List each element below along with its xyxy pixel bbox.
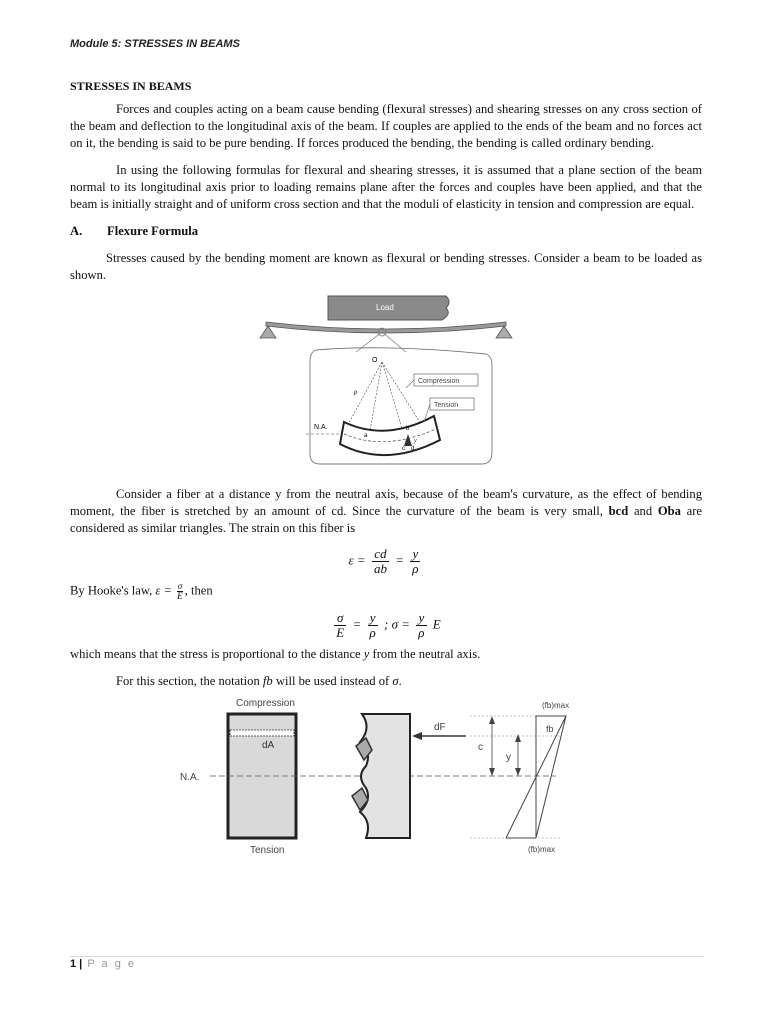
subsection-heading bbox=[70, 223, 702, 240]
na-label-2: N.A. bbox=[180, 772, 200, 783]
page-header: Module 5: STRESSES IN BEAMS bbox=[70, 38, 240, 50]
y-label-2: y bbox=[506, 752, 511, 763]
beam-segment bbox=[340, 416, 440, 455]
b-label: b bbox=[406, 426, 410, 432]
beam-side-view bbox=[360, 714, 410, 838]
df-arrow bbox=[412, 732, 422, 740]
na-label: N.A. bbox=[314, 424, 328, 431]
paragraph-intro: Forces and couples acting on a beam cause bending (flexural stresses) and shearing stresses on any cross section of the beam and deflection to the longitudinal axis of the beam. If couples are applied to the ends of the beam and no forces act on it, the bending is said to be pure bending. If forces produced the bending, the bending is called ordinary bending. bbox=[70, 102, 702, 150]
da-strip bbox=[230, 730, 294, 736]
fb-label: fb bbox=[546, 724, 554, 734]
compression-label: Compression bbox=[418, 378, 460, 385]
strain-equation: ε = $\frac{cd}{ab}$ = $\frac{y}{\rho}$ bbox=[348, 546, 419, 576]
origin-label: O bbox=[372, 357, 378, 364]
stress-distribution-figure bbox=[166, 696, 586, 858]
paragraph-hookes-law: By Hooke's law, ε = $\frac{\sigma}{E}$ , then bbox=[70, 581, 213, 601]
tension-label-2: Tension bbox=[250, 845, 285, 856]
compression-label-2: Compression bbox=[236, 698, 295, 709]
section-title: STRESSES IN BEAMS bbox=[70, 79, 192, 93]
da-label: dA bbox=[262, 740, 275, 751]
paragraph-fiber-strain: Consider a fiber at a distance y from the neutral axis, because of the beam's curvature, as the effect of bending moment, the fiber is stretched by an amount of cd. Since the curvature of the beam is very small, bcd and Oba are considered as similar triangles. The strain on this fiber is bbox=[70, 487, 703, 535]
beam-bending-figure bbox=[256, 292, 516, 474]
paragraph-bending-stress: Stresses caused by the bending moment are known as flexural or bending stresses. Consider a beam to be loaded as shown. bbox=[70, 251, 702, 282]
document-body bbox=[70, 78, 702, 858]
right-support bbox=[496, 326, 512, 338]
page-word: P a g e bbox=[87, 958, 136, 970]
y-label: y bbox=[414, 438, 417, 444]
footer-rule bbox=[70, 956, 704, 957]
subsection-title: Flexure Formula bbox=[107, 224, 199, 238]
paragraph-proportional: which means that the stress is proportional to the distance y from the neutral axis. bbox=[70, 647, 481, 661]
subsection-letter: A. bbox=[70, 224, 83, 238]
tension-label: Tension bbox=[434, 402, 459, 409]
page-number: 1 | bbox=[70, 958, 83, 970]
df-label: dF bbox=[434, 722, 446, 733]
fb-max-bottom-label: (fb)max bbox=[528, 845, 556, 854]
stress-diagram-top bbox=[536, 716, 566, 838]
paragraph-notation: For this section, the notation fb will be used instead of σ. bbox=[116, 674, 402, 688]
page-footer bbox=[70, 958, 136, 970]
rho-label: ρ bbox=[354, 388, 358, 396]
paragraph-assumptions: In using the following formulas for flexural and shearing stresses, it is assumed that a plane section of the beam normal to its longitudinal axis prior to loading remains plane after the forces and couples have been applied, and that the beam is initially straight and of uniform cross section and that the moduli of elasticity in tension and compression are equal. bbox=[70, 163, 702, 211]
stress-equation: $\frac{\sigma}{E}$ = $\frac{y}{\rho}$ ; σ = $\frac{y}{\rho}$ E bbox=[336, 610, 441, 640]
a-label: a bbox=[364, 433, 368, 439]
load-label: Load bbox=[376, 303, 394, 312]
left-support bbox=[260, 326, 276, 338]
d-label: d bbox=[411, 446, 415, 452]
c-label-2: c bbox=[478, 742, 483, 753]
c-label: c bbox=[402, 446, 405, 452]
fb-max-top-label: (fb)max bbox=[542, 701, 570, 710]
